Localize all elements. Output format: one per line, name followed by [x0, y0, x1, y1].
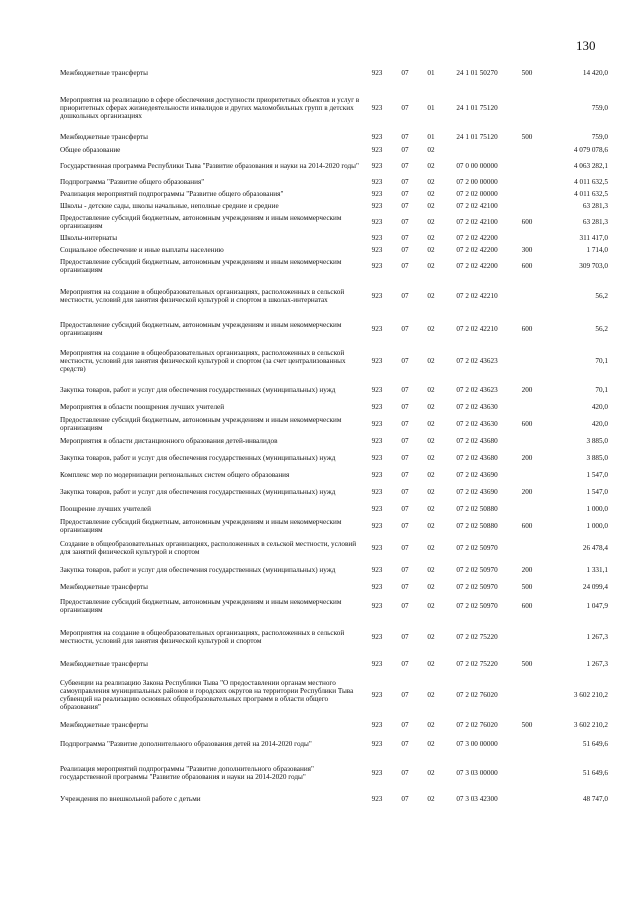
ministry-code-cell: 923	[371, 720, 383, 729]
expense-name-cell: Подпрограмма "Развитие дополнительного образования детей на 2014-2020 годы"	[60, 739, 312, 748]
expense-name-cell: Реализация мероприятий подпрограммы "Развитие дополнительного образования" государственной программы "Развитие образования и науки на 2014-2020 годы"	[60, 764, 314, 781]
subsection-code-cell: 02	[427, 720, 435, 729]
ministry-code-cell: 923	[371, 690, 383, 699]
expense-name-cell: Межбюджетные трансферты	[60, 68, 148, 77]
table-row	[60, 502, 608, 516]
table-row	[60, 342, 608, 380]
table-row	[60, 448, 608, 468]
amount-cell: 309 703,0	[579, 261, 608, 270]
section-code-cell: 07	[401, 68, 409, 77]
expense-type-cell	[510, 468, 544, 482]
table-row	[60, 156, 608, 176]
target-article-cell: 07 2 02 75220	[456, 659, 498, 668]
target-article-cell: 07 2 02 75220	[456, 632, 498, 641]
ministry-code-cell: 923	[371, 487, 383, 496]
subsection-code-cell: 02	[427, 201, 435, 210]
expense-type-cell	[510, 232, 544, 244]
target-article-cell: 07 2 02 76020	[456, 690, 498, 699]
section-code-cell: 07	[401, 356, 409, 365]
section-code-cell: 07	[401, 201, 409, 210]
target-article-cell: 07 2 02 43630	[456, 419, 498, 428]
expense-type-cell	[510, 176, 544, 188]
target-article-cell: 07 2 02 43630	[456, 402, 498, 411]
subsection-code-cell: 02	[427, 245, 435, 254]
target-article-cell: 07 2 02 50880	[456, 521, 498, 530]
target-article-cell: 07 2 02 42210	[456, 324, 498, 333]
expense-type-cell	[510, 618, 544, 656]
subsection-code-cell: 02	[427, 659, 435, 668]
target-article-cell: 07 2 02 42200	[456, 245, 498, 254]
table-row	[60, 790, 608, 808]
target-article-cell: 07 3 00 00000	[456, 739, 498, 748]
expense-name-cell: Мероприятия на создание в общеобразовательных организациях, расположенных в сельской местности, условий для занятия физической культурой и спортом в школах-интернатах	[60, 287, 345, 304]
subsection-code-cell: 02	[427, 470, 435, 479]
section-code-cell: 07	[401, 720, 409, 729]
expense-type-cell: 500	[521, 68, 533, 77]
amount-cell: 1 714,0	[586, 245, 608, 254]
target-article-cell: 24 1 01 75120	[456, 132, 498, 141]
subsection-code-cell: 02	[427, 521, 435, 530]
section-code-cell: 07	[401, 402, 409, 411]
subsection-code-cell: 02	[427, 324, 435, 333]
ministry-code-cell: 923	[371, 68, 383, 77]
expense-type-cell	[510, 156, 544, 176]
table-row	[60, 60, 608, 86]
section-code-cell: 07	[401, 291, 409, 300]
ministry-code-cell: 923	[371, 402, 383, 411]
table-row	[60, 594, 608, 618]
expense-type-cell	[510, 86, 544, 130]
target-article-cell: 07 2 00 00000	[456, 177, 498, 186]
expense-name-cell: Учреждения по внешкольной работе с детьми	[60, 794, 201, 803]
amount-cell: 420,0	[591, 419, 608, 428]
subsection-code-cell: 02	[427, 233, 435, 242]
amount-cell: 48 747,0	[582, 794, 608, 803]
amount-cell: 70,1	[595, 356, 608, 365]
ministry-code-cell: 923	[371, 565, 383, 574]
expense-type-cell: 200	[521, 565, 533, 574]
section-code-cell: 07	[401, 177, 409, 186]
section-code-cell: 07	[401, 487, 409, 496]
expense-type-cell	[510, 144, 544, 156]
expense-type-cell: 500	[521, 659, 533, 668]
ministry-code-cell: 923	[371, 504, 383, 513]
ministry-code-cell: 923	[371, 521, 383, 530]
subsection-code-cell: 01	[427, 103, 435, 112]
subsection-code-cell: 02	[427, 385, 435, 394]
amount-cell: 51 649,6	[582, 739, 608, 748]
section-code-cell: 07	[401, 504, 409, 513]
expense-type-cell: 600	[521, 601, 533, 610]
subsection-code-cell: 02	[427, 161, 435, 170]
subsection-code-cell: 02	[427, 690, 435, 699]
budget-table	[60, 60, 608, 808]
section-code-cell: 07	[401, 245, 409, 254]
amount-cell: 420,0	[591, 402, 608, 411]
amount-cell: 1 267,3	[586, 632, 608, 641]
section-code-cell: 07	[401, 543, 409, 552]
table-row	[60, 380, 608, 400]
amount-cell: 4 079 078,6	[573, 145, 608, 154]
expense-name-cell: Предоставление субсидий бюджетным, автономным учреждениям и иным некоммерческим организациям	[60, 517, 342, 534]
expense-type-cell	[510, 756, 544, 790]
table-row	[60, 316, 608, 342]
target-article-cell: 07 2 02 43623	[456, 385, 498, 394]
subsection-code-cell: 02	[427, 419, 435, 428]
section-code-cell: 07	[401, 145, 409, 154]
subsection-code-cell: 02	[427, 739, 435, 748]
target-article-cell: 07 0 00 00000	[456, 161, 498, 170]
table-row	[60, 130, 608, 144]
expense-type-cell: 200	[521, 453, 533, 462]
table-row	[60, 244, 608, 256]
target-article-cell: 07 2 02 43690	[456, 470, 498, 479]
subsection-code-cell: 02	[427, 768, 435, 777]
amount-cell: 1 267,3	[586, 659, 608, 668]
ministry-code-cell: 923	[371, 453, 383, 462]
expense-type-cell	[510, 276, 544, 316]
target-article-cell: 07 2 02 43680	[456, 453, 498, 462]
target-article-cell: 07 2 02 50970	[456, 565, 498, 574]
target-article-cell: 07 2 02 42210	[456, 291, 498, 300]
subsection-code-cell: 02	[427, 177, 435, 186]
section-code-cell: 07	[401, 659, 409, 668]
ministry-code-cell: 923	[371, 582, 383, 591]
section-code-cell: 07	[401, 632, 409, 641]
table-row	[60, 434, 608, 448]
section-code-cell: 07	[401, 582, 409, 591]
table-row	[60, 144, 608, 156]
expense-name-cell: Мероприятия на создание в общеобразовательных организациях, расположенных в сельской местности, условий для занятия физической культурой и спортом	[60, 628, 345, 645]
table-row	[60, 560, 608, 580]
expense-name-cell: Субвенции на реализацию Закона Республики Тыва "О предоставлении органам местного самоуправления муниципальных районов и городских округов на территории Республики Тыва субвенций на реализацию основных общеобразовательных программ в области общего образования"	[60, 678, 354, 712]
expense-name-cell: Межбюджетные трансферты	[60, 582, 148, 591]
ministry-code-cell: 923	[371, 739, 383, 748]
section-code-cell: 07	[401, 453, 409, 462]
expense-type-cell: 200	[521, 487, 533, 496]
amount-cell: 63 281,3	[582, 201, 608, 210]
expense-type-cell: 600	[521, 261, 533, 270]
target-article-cell: 07 2 02 00000	[456, 189, 498, 198]
table-row	[60, 718, 608, 732]
expense-name-cell: Мероприятия в области дистанционного образования детей-инвалидов	[60, 436, 278, 445]
expense-name-cell: Социальное обеспечение и иные выплаты населению	[60, 245, 224, 254]
amount-cell: 3 885,0	[586, 453, 608, 462]
table-row	[60, 212, 608, 232]
expense-type-cell: 300	[521, 245, 533, 254]
expense-name-cell: Школы-интернаты	[60, 233, 118, 242]
expense-name-cell: Предоставление субсидий бюджетным, автономным учреждениям и иным некоммерческим организациям	[60, 213, 342, 230]
section-code-cell: 07	[401, 233, 409, 242]
expense-type-cell: 600	[521, 419, 533, 428]
target-article-cell: 07 2 02 42200	[456, 233, 498, 242]
target-article-cell: 07 2 02 50970	[456, 582, 498, 591]
subsection-code-cell: 02	[427, 291, 435, 300]
ministry-code-cell: 923	[371, 601, 383, 610]
ministry-code-cell: 923	[371, 356, 383, 365]
section-code-cell: 07	[401, 768, 409, 777]
expense-type-cell	[510, 536, 544, 560]
expense-type-cell	[510, 672, 544, 718]
target-article-cell: 07 2 02 43623	[456, 356, 498, 365]
subsection-code-cell: 02	[427, 504, 435, 513]
expense-name-cell: Создание в общеобразовательных организациях, расположенных в сельской местности, условий для занятий физической культурой и спортом	[60, 539, 357, 556]
expense-type-cell: 500	[521, 132, 533, 141]
expense-name-cell: Поощрение лучших учителей	[60, 504, 151, 513]
target-article-cell: 07 2 02 42100	[456, 201, 498, 210]
ministry-code-cell: 923	[371, 189, 383, 198]
subsection-code-cell: 01	[427, 68, 435, 77]
table-row	[60, 482, 608, 502]
expense-type-cell: 200	[521, 385, 533, 394]
expense-name-cell: Закупка товаров, работ и услуг для обеспечения государственных (муниципальных) нужд	[60, 565, 336, 574]
target-article-cell: 24 1 01 50270	[456, 68, 498, 77]
table-row	[60, 276, 608, 316]
expense-name-cell: Предоставление субсидий бюджетным, автономным учреждениям и иным некоммерческим организациям	[60, 320, 342, 337]
ministry-code-cell: 923	[371, 201, 383, 210]
expense-name-cell: Государственная программа Республики Тыва "Развитие образования и науки на 2014-2020 годы"	[60, 161, 359, 170]
amount-cell: 3 602 210,2	[573, 690, 608, 699]
ministry-code-cell: 923	[371, 261, 383, 270]
ministry-code-cell: 923	[371, 245, 383, 254]
expense-type-cell: 500	[521, 582, 533, 591]
expense-name-cell: Закупка товаров, работ и услуг для обеспечения государственных (муниципальных) нужд	[60, 487, 336, 496]
expense-name-cell: Мероприятия в области поощрения лучших учителей	[60, 402, 225, 411]
amount-cell: 63 281,3	[582, 217, 608, 226]
expense-type-cell	[510, 732, 544, 756]
table-row	[60, 414, 608, 434]
ministry-code-cell: 923	[371, 291, 383, 300]
table-row	[60, 232, 608, 244]
ministry-code-cell: 923	[371, 233, 383, 242]
expense-name-cell: Комплекс мер по модернизации региональных систем общего образования	[60, 470, 290, 479]
expense-name-cell: Общее образование	[60, 145, 121, 154]
amount-cell: 1 047,9	[586, 601, 608, 610]
amount-cell: 311 417,0	[579, 233, 608, 242]
expense-name-cell: Межбюджетные трансферты	[60, 720, 148, 729]
table-row	[60, 256, 608, 276]
amount-cell: 4 063 282,1	[573, 161, 608, 170]
expense-type-cell	[510, 400, 544, 414]
expense-name-cell: Закупка товаров, работ и услуг для обеспечения государственных (муниципальных) нужд	[60, 453, 336, 462]
section-code-cell: 07	[401, 217, 409, 226]
section-code-cell: 07	[401, 739, 409, 748]
section-code-cell: 07	[401, 436, 409, 445]
ministry-code-cell: 923	[371, 436, 383, 445]
amount-cell: 51 649,6	[582, 768, 608, 777]
expense-type-cell	[510, 342, 544, 380]
expense-name-cell: Реализация мероприятий подпрограммы "Развитие общего образования"	[60, 189, 284, 198]
ministry-code-cell: 923	[371, 470, 383, 479]
section-code-cell: 07	[401, 189, 409, 198]
subsection-code-cell: 02	[427, 582, 435, 591]
subsection-code-cell: 02	[427, 436, 435, 445]
table-row	[60, 188, 608, 200]
target-article-cell: 07 2 02 42100	[456, 217, 498, 226]
ministry-code-cell: 923	[371, 543, 383, 552]
section-code-cell: 07	[401, 521, 409, 530]
subsection-code-cell: 02	[427, 453, 435, 462]
ministry-code-cell: 923	[371, 161, 383, 170]
amount-cell: 759,0	[591, 132, 608, 141]
expense-type-cell: 600	[521, 521, 533, 530]
subsection-code-cell: 02	[427, 145, 435, 154]
target-article-cell: 07 2 02 42200	[456, 261, 498, 270]
expense-name-cell: Школы - детские сады, школы начальные, неполные средние и средние	[60, 201, 279, 210]
section-code-cell: 07	[401, 794, 409, 803]
table-row	[60, 672, 608, 718]
section-code-cell: 07	[401, 419, 409, 428]
expense-name-cell: Закупка товаров, работ и услуг для обеспечения государственных (муниципальных) нужд	[60, 385, 336, 394]
section-code-cell: 07	[401, 103, 409, 112]
ministry-code-cell: 923	[371, 794, 383, 803]
section-code-cell: 07	[401, 470, 409, 479]
amount-cell: 759,0	[591, 103, 608, 112]
amount-cell: 4 011 632,5	[574, 189, 608, 198]
ministry-code-cell: 923	[371, 632, 383, 641]
target-article-cell: 24 1 01 75120	[456, 103, 498, 112]
table-row	[60, 516, 608, 536]
target-article-cell: 07 2 02 43690	[456, 487, 498, 496]
section-code-cell: 07	[401, 161, 409, 170]
subsection-code-cell: 02	[427, 261, 435, 270]
table-row	[60, 176, 608, 188]
expense-name-cell: Предоставление субсидий бюджетным, автономным учреждениям и иным некоммерческим организациям	[60, 257, 342, 274]
subsection-code-cell: 02	[427, 565, 435, 574]
expense-name-cell: Предоставление субсидий бюджетным, автономным учреждениям и иным некоммерческим организациям	[60, 597, 342, 614]
ministry-code-cell: 923	[371, 145, 383, 154]
expense-name-cell: Подпрограмма "Развитие общего образования"	[60, 177, 205, 186]
subsection-code-cell: 02	[427, 487, 435, 496]
expense-type-cell: 500	[521, 720, 533, 729]
expense-type-cell: 600	[521, 324, 533, 333]
amount-cell: 70,1	[595, 385, 608, 394]
ministry-code-cell: 923	[371, 217, 383, 226]
ministry-code-cell: 923	[371, 659, 383, 668]
subsection-code-cell: 01	[427, 132, 435, 141]
table-row	[60, 618, 608, 656]
table-row	[60, 468, 608, 482]
target-article-cell: 07 2 02 50970	[456, 601, 498, 610]
subsection-code-cell: 02	[427, 402, 435, 411]
target-article-cell: 07 2 02 50970	[456, 543, 498, 552]
table-row	[60, 536, 608, 560]
expense-type-cell	[510, 502, 544, 516]
amount-cell: 26 478,4	[582, 543, 608, 552]
amount-cell: 24 099,4	[582, 582, 608, 591]
table-row	[60, 400, 608, 414]
section-code-cell: 07	[401, 601, 409, 610]
table-row	[60, 86, 608, 130]
expense-name-cell: Мероприятия на реализацию в сфере обеспечения доступности приоритетных объектов и услуг в приоритетных сферах жизнедеятельности инвалидов и других маломобильных групп в детских дошкольных организациях	[60, 95, 360, 121]
amount-cell: 1 000,0	[586, 521, 608, 530]
target-article-cell: 07 2 02 43680	[456, 436, 498, 445]
table-row	[60, 732, 608, 756]
expense-type-cell: 600	[521, 217, 533, 226]
table-row	[60, 756, 608, 790]
amount-cell: 14 420,0	[582, 68, 608, 77]
expense-type-cell	[510, 200, 544, 212]
amount-cell: 56,2	[595, 291, 608, 300]
subsection-code-cell: 02	[427, 794, 435, 803]
ministry-code-cell: 923	[371, 132, 383, 141]
expense-name-cell: Межбюджетные трансферты	[60, 659, 148, 668]
ministry-code-cell: 923	[371, 177, 383, 186]
section-code-cell: 07	[401, 565, 409, 574]
amount-cell: 4 011 632,5	[574, 177, 608, 186]
subsection-code-cell: 02	[427, 601, 435, 610]
table-row	[60, 656, 608, 672]
target-article-cell: 07 3 03 00000	[456, 768, 498, 777]
table-row	[60, 580, 608, 594]
subsection-code-cell: 02	[427, 217, 435, 226]
subsection-code-cell: 02	[427, 543, 435, 552]
amount-cell: 3 602 210,2	[573, 720, 608, 729]
amount-cell: 1 000,0	[586, 504, 608, 513]
amount-cell: 1 547,0	[586, 470, 608, 479]
ministry-code-cell: 923	[371, 103, 383, 112]
subsection-code-cell: 02	[427, 189, 435, 198]
section-code-cell: 07	[401, 690, 409, 699]
ministry-code-cell: 923	[371, 324, 383, 333]
section-code-cell: 07	[401, 385, 409, 394]
expense-name-cell: Предоставление субсидий бюджетным, автономным учреждениям и иным некоммерческим организациям	[60, 415, 342, 432]
expense-type-cell	[510, 188, 544, 200]
amount-cell: 56,2	[595, 324, 608, 333]
page-number: 130	[576, 38, 596, 53]
target-article-cell: 07 2 02 76020	[456, 720, 498, 729]
expense-name-cell: Мероприятия на создание в общеобразовательных организациях, расположенных в сельской местности, условий для занятия физической культурой и спортом (за счет централизованных средств)	[60, 348, 346, 374]
section-code-cell: 07	[401, 261, 409, 270]
amount-cell: 1 547,0	[586, 487, 608, 496]
target-article-cell: 07 3 03 42300	[456, 794, 498, 803]
ministry-code-cell: 923	[371, 768, 383, 777]
expense-name-cell: Межбюджетные трансферты	[60, 132, 148, 141]
target-article-cell: 07 2 02 50880	[456, 504, 498, 513]
section-code-cell: 07	[401, 324, 409, 333]
table-row	[60, 200, 608, 212]
ministry-code-cell: 923	[371, 385, 383, 394]
target-article-cell	[444, 144, 510, 156]
expense-type-cell	[510, 434, 544, 448]
subsection-code-cell: 02	[427, 632, 435, 641]
amount-cell: 3 885,0	[586, 436, 608, 445]
section-code-cell: 07	[401, 132, 409, 141]
amount-cell: 1 331,1	[586, 565, 608, 574]
expense-type-cell	[510, 790, 544, 808]
ministry-code-cell: 923	[371, 419, 383, 428]
subsection-code-cell: 02	[427, 356, 435, 365]
